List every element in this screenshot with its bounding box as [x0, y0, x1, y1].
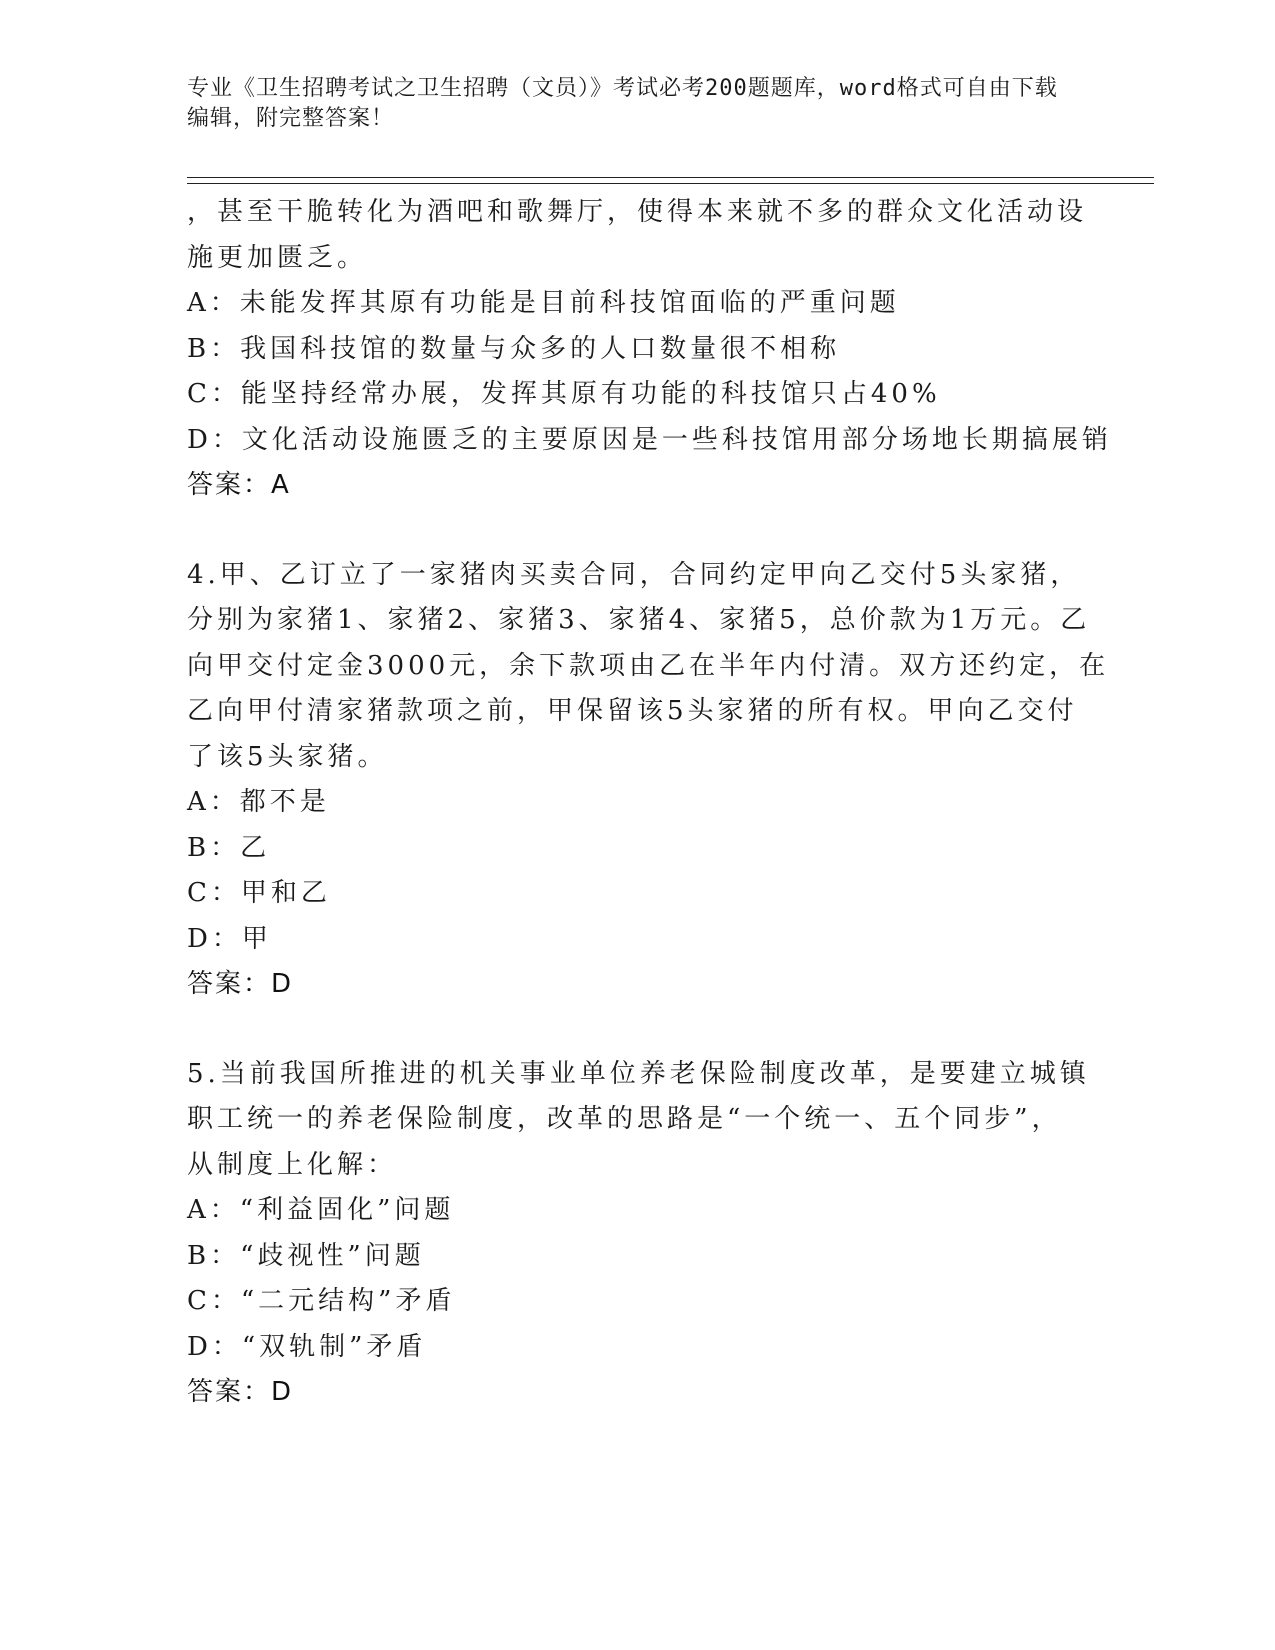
- question-3-stem-line-1: ，甚至干脆转化为酒吧和歌舞厅，使得本来就不多的群众文化活动设: [187, 197, 1088, 227]
- question-5: [187, 1052, 1090, 1416]
- question-5-stem-line-1: 5.当前我国所推进的机关事业单位养老保险制度改革，是要建立城镇: [187, 1058, 1090, 1089]
- document-body: [187, 190, 1112, 1416]
- question-5-option-a: A：“利益固化”问题: [187, 1195, 455, 1225]
- question-3-option-c: C：能坚持经常办展，发挥其原有功能的科技馆只占40%: [187, 379, 941, 409]
- question-4-stem-line-4: 乙向甲付清家猪款项之前，甲保留该5头家猪的所有权。甲向乙交付: [187, 696, 1078, 726]
- question-5-answer: 答案：D: [187, 1377, 294, 1407]
- question-3-option-b: B：我国科技馆的数量与众多的人口数量很不相称: [187, 333, 841, 364]
- question-3-option-d: D：文化活动设施匮乏的主要原因是一些科技馆用部分场地长期搞展销: [187, 424, 1112, 455]
- question-4-option-d: D：甲: [187, 923, 272, 954]
- document-header: 专业《卫生招聘考试之卫生招聘（文员）》考试必考200题题库，word格式可自由下载编辑，附完整答案！: [187, 76, 1058, 131]
- question-4-option-a: A：都不是: [187, 787, 330, 817]
- question-3: [187, 190, 1112, 509]
- question-5-stem-line-3: 从制度上化解：: [187, 1149, 398, 1180]
- question-3-answer: 答案：A: [187, 470, 291, 500]
- question-4-option-b: B：乙: [187, 832, 271, 863]
- question-5-option-c: C：“二元结构”矛盾: [187, 1286, 456, 1316]
- spacer: [187, 509, 1087, 553]
- question-4-answer: 答案：D: [187, 969, 294, 999]
- question-5-option-b: B：“歧视性”问题: [187, 1240, 425, 1271]
- question-4-stem-line-1: 4.甲、乙订立了一家猪肉买卖合同，合同约定甲向乙交付5头家猪，: [187, 559, 1081, 590]
- question-4-stem-line-3: 向甲交付定金3000元，余下款项由乙在半年内付清。双方还约定，在: [187, 650, 1110, 681]
- question-4-option-c: C：甲和乙: [187, 878, 331, 908]
- question-3-option-a: A：未能发挥其原有功能是目前科技馆面临的严重问题: [187, 288, 900, 318]
- question-4-stem-line-5: 了该5头家猪。: [187, 741, 388, 772]
- question-3-stem-line-2: 施更加匮乏。: [187, 242, 368, 273]
- header-divider: [187, 177, 1154, 184]
- spacer: [187, 1008, 1087, 1052]
- question-5-stem-line-2: 职工统一的养老保险制度，改革的思路是“一个统一、五个同步”，: [187, 1104, 1062, 1134]
- question-4: [187, 553, 1110, 1008]
- question-5-option-d: D：“双轨制”矛盾: [187, 1331, 427, 1362]
- question-4-stem-line-2: 分别为家猪1、家猪2、家猪3、家猪4、家猪5，总价款为1万元。乙: [187, 605, 1091, 635]
